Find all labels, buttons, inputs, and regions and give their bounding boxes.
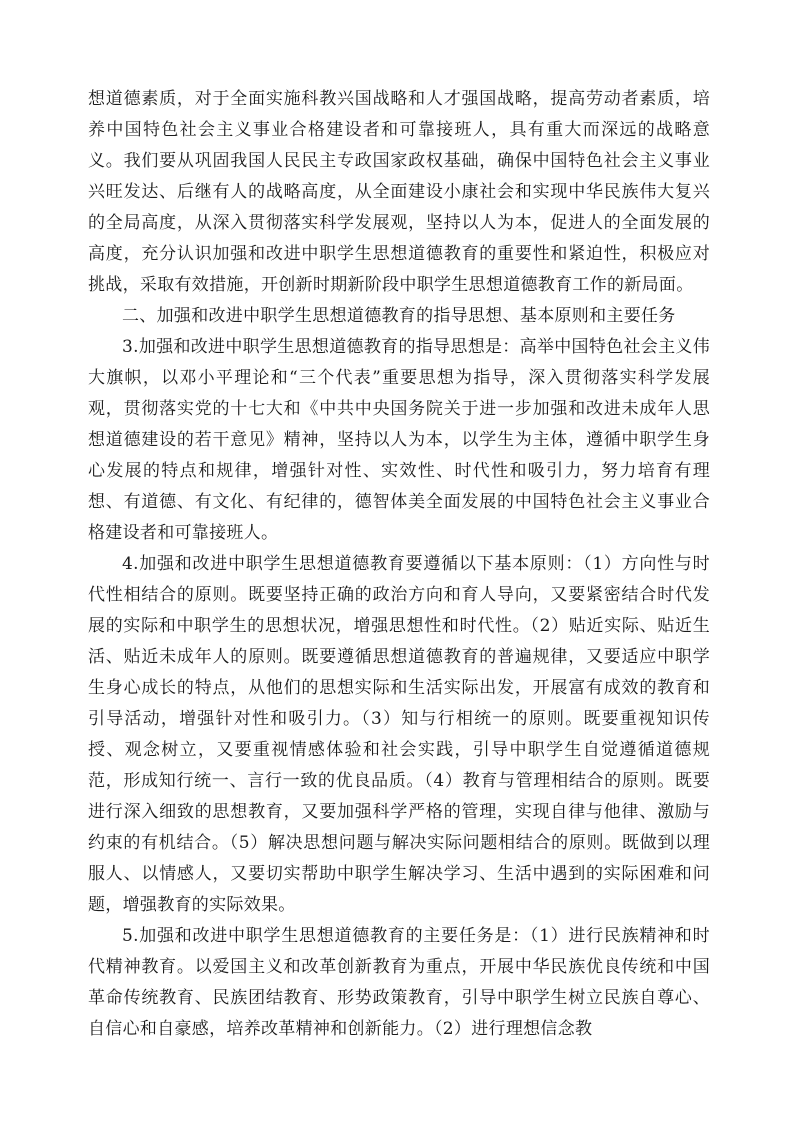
paragraph-main-tasks: 5.加强和改进中职学生思想道德教育的主要任务是：（1）进行民族精神和时代精神教育。以爱国主义和改革创新教育为重点，开展中华民族优良传统和中国革命传统教育、民族团结教育、形势政策教育，引导中职学生树立民族自尊心、自信心和自豪感，培养改革精神和创新能力。（2）进行理想信念教 bbox=[88, 926, 710, 1039]
document-page bbox=[88, 84, 710, 1045]
paragraph-continuation: 想道德素质，对于全面实施科教兴国战略和人才强国战略，提高劳动者素质，培养中国特色社会主义事业合格建设者和可靠接班人，具有重大而深远的战略意义。我们要从巩固我国人民民主专政国家政权基础，确保中国特色社会主义事业兴旺发达、后继有人的战略高度，从全面建设小康社会和实现中华民族伟大复兴的全局高度，从深入贯彻落实科学发展观，坚持以人为本，促进人的全面发展的高度，充分认识加强和改进中职学生思想道德教育的重要性和紧迫性，积极应对挑战，采取有效措施，开创新时期新阶段中职学生思想道德教育工作的新局面。 bbox=[88, 89, 710, 295]
paragraph-basic-principles: 4.加强和改进中职学生思想道德教育要遵循以下基本原则：（1）方向性与时代性相结合的原则。既要坚持正确的政治方向和育人导向，又要紧密结合时代发展的实际和中职学生的思想状况，增强思想性和时代性。（2）贴近实际、贴近生活、贴近未成年人的原则。既要遵循思想道德教育的普遍规律，又要适应中职学生身心成长的特点，从他们的思想实际和生活实际出发，开展富有成效的教育和引导活动，增强针对性和吸引力。（3）知与行相统一的原则。既要重视知识传授、观念树立，又要重视情感体验和社会实践，引导中职学生自觉遵循道德规范，形成知行统一、言行一致的优良品质。（4）教育与管理相结合的原则。既要进行深入细致的思想教育，又要加强科学严格的管理，实现自律与他律、激励与约束的有机结合。（5）解决思想问题与解决实际问题相结合的原则。既做到以理服人、以情感人，又要切实帮助中职学生解决学习、生活中遇到的实际困难和问题，增强教育的实际效果。 bbox=[88, 554, 710, 915]
section-heading: 二、加强和改进中职学生思想道德教育的指导思想、基本原则和主要任务 bbox=[122, 306, 676, 326]
paragraph-guiding-ideology: 3.加强和改进中职学生思想道德教育的指导思想是：高举中国特色社会主义伟大旗帜，以邓小平理论和“三个代表”重要思想为指导，深入贯彻落实科学发展观，贯彻落实党的十七大和《中共中央国务院关于进一步加强和改进未成年人思想道德建设的若干意见》精神，坚持以人为本，以学生为主体，遵循中职学生身心发展的特点和规律，增强针对性、实效性、时代性和吸引力，努力培育有理想、有道德、有文化、有纪律的，德智体美全面发展的中国特色社会主义事业合格建设者和可靠接班人。 bbox=[88, 337, 710, 543]
